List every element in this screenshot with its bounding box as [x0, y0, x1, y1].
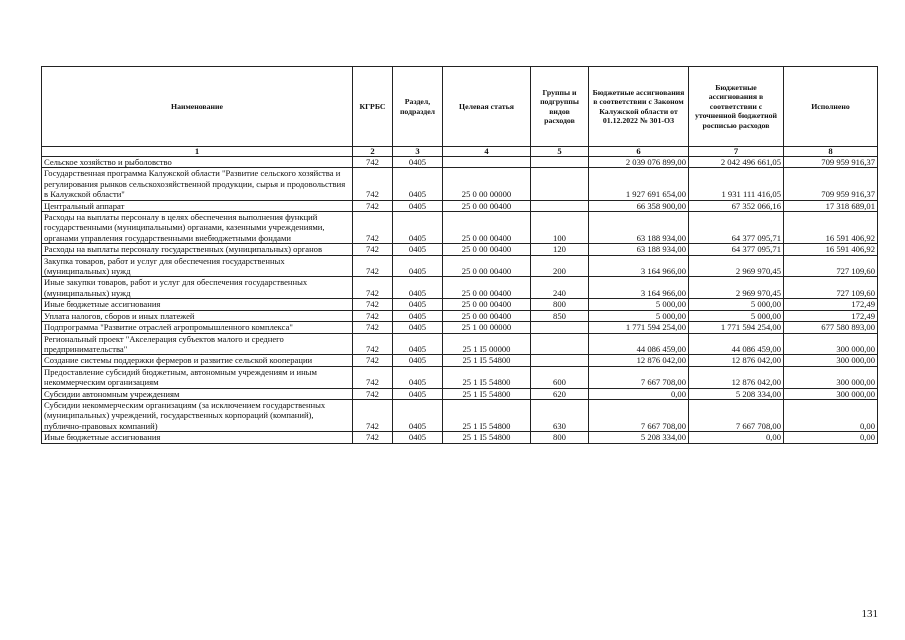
row-law: 1 927 691 654,00 [589, 168, 689, 200]
header-kgrbs: КГРБС [353, 67, 393, 147]
row-law: 63 188 934,00 [589, 212, 689, 244]
row-refined: 5 000,00 [689, 299, 784, 310]
row-law: 1 771 594 254,00 [589, 322, 689, 333]
row-executed: 709 959 916,37 [784, 157, 878, 168]
row-law: 5 000,00 [589, 310, 689, 321]
table-body [42, 157, 878, 444]
column-number: 1 [42, 147, 353, 157]
row-group [531, 168, 589, 200]
row-group: 120 [531, 244, 589, 255]
row-group: 200 [531, 255, 589, 277]
row-name: Подпрограмма "Развитие отраслей агропромышленного комплекса" [42, 322, 353, 333]
table-row [42, 432, 878, 443]
row-refined: 12 876 042,00 [689, 355, 784, 366]
row-refined: 0,00 [689, 432, 784, 443]
row-refined: 1 771 594 254,00 [689, 322, 784, 333]
column-number: 4 [443, 147, 531, 157]
row-target: 25 0 00 00400 [443, 277, 531, 299]
row-group [531, 322, 589, 333]
row-law: 3 164 966,00 [589, 255, 689, 277]
row-target: 25 0 00 00400 [443, 212, 531, 244]
row-group: 240 [531, 277, 589, 299]
row-group [531, 333, 589, 355]
column-number: 5 [531, 147, 589, 157]
header-refined: Бюджетные ассигнования в соответствии с уточненной бюджетной росписью расходов [689, 67, 784, 147]
row-target: 25 0 00 00400 [443, 310, 531, 321]
row-group: 620 [531, 388, 589, 399]
row-section: 0405 [393, 333, 443, 355]
row-executed: 727 109,60 [784, 277, 878, 299]
row-group: 600 [531, 366, 589, 388]
table-row [42, 168, 878, 200]
row-kgrbs: 742 [353, 157, 393, 168]
row-executed: 172,49 [784, 310, 878, 321]
row-group [531, 355, 589, 366]
row-section: 0405 [393, 255, 443, 277]
column-number: 3 [393, 147, 443, 157]
row-name: Центральный аппарат [42, 200, 353, 211]
row-name: Закупка товаров, работ и услуг для обеспечения государственных (муниципальных) нужд [42, 255, 353, 277]
row-target: 25 0 00 00400 [443, 255, 531, 277]
row-group: 800 [531, 299, 589, 310]
row-refined: 64 377 095,71 [689, 212, 784, 244]
row-kgrbs: 742 [353, 333, 393, 355]
header-group: Группы и подгруппы видов расходов [531, 67, 589, 147]
page-number: 131 [861, 608, 878, 620]
row-section: 0405 [393, 244, 443, 255]
row-kgrbs: 742 [353, 244, 393, 255]
header-section: Раздел, подраздел [393, 67, 443, 147]
table-row [42, 157, 878, 168]
header-law: Бюджетные ассигнования в соответствии с Законом Калужской области от 01.12.2022 № 301-ОЗ [589, 67, 689, 147]
table-row [42, 366, 878, 388]
table-row [42, 299, 878, 310]
row-name: Региональный проект "Акселерация субъектов малого и среднего предпринимательства" [42, 333, 353, 355]
row-refined: 5 000,00 [689, 310, 784, 321]
row-target: 25 0 00 00400 [443, 299, 531, 310]
row-section: 0405 [393, 212, 443, 244]
row-refined: 1 931 111 416,05 [689, 168, 784, 200]
table-row [42, 333, 878, 355]
table-row [42, 399, 878, 431]
row-law: 5 000,00 [589, 299, 689, 310]
column-number: 7 [689, 147, 784, 157]
row-target: 25 1 I5 00000 [443, 333, 531, 355]
row-target: 25 0 00 00000 [443, 168, 531, 200]
row-name: Уплата налогов, сборов и иных платежей [42, 310, 353, 321]
table-row [42, 255, 878, 277]
row-target: 25 1 I5 54800 [443, 388, 531, 399]
row-group [531, 200, 589, 211]
row-kgrbs: 742 [353, 388, 393, 399]
row-law: 5 208 334,00 [589, 432, 689, 443]
row-executed: 300 000,00 [784, 355, 878, 366]
row-executed: 16 591 406,92 [784, 212, 878, 244]
row-refined: 67 352 066,16 [689, 200, 784, 211]
row-kgrbs: 742 [353, 200, 393, 211]
row-section: 0405 [393, 310, 443, 321]
row-target [443, 157, 531, 168]
row-refined: 2 969 970,45 [689, 255, 784, 277]
column-number: 6 [589, 147, 689, 157]
row-executed: 17 318 689,01 [784, 200, 878, 211]
row-target: 25 1 I5 54800 [443, 399, 531, 431]
row-name: Иные бюджетные ассигнования [42, 299, 353, 310]
row-executed: 727 109,60 [784, 255, 878, 277]
row-law: 44 086 459,00 [589, 333, 689, 355]
row-refined: 7 667 708,00 [689, 399, 784, 431]
row-kgrbs: 742 [353, 399, 393, 431]
row-law: 7 667 708,00 [589, 399, 689, 431]
row-target: 25 1 00 00000 [443, 322, 531, 333]
row-law: 0,00 [589, 388, 689, 399]
header-row [42, 67, 878, 147]
row-kgrbs: 742 [353, 432, 393, 443]
table-row [42, 200, 878, 211]
row-executed: 709 959 916,37 [784, 168, 878, 200]
row-executed: 300 000,00 [784, 366, 878, 388]
row-law: 7 667 708,00 [589, 366, 689, 388]
row-group [531, 157, 589, 168]
row-kgrbs: 742 [353, 299, 393, 310]
row-name: Субсидии автономным учреждениям [42, 388, 353, 399]
row-refined: 12 876 042,00 [689, 366, 784, 388]
row-name: Иные бюджетные ассигнования [42, 432, 353, 443]
row-refined: 44 086 459,00 [689, 333, 784, 355]
row-executed: 300 000,00 [784, 388, 878, 399]
row-executed: 677 580 893,00 [784, 322, 878, 333]
row-kgrbs: 742 [353, 366, 393, 388]
row-section: 0405 [393, 355, 443, 366]
row-executed: 0,00 [784, 399, 878, 431]
row-target: 25 1 I5 54800 [443, 355, 531, 366]
table-row [42, 355, 878, 366]
table-row [42, 244, 878, 255]
header-target: Целевая статья [443, 67, 531, 147]
row-kgrbs: 742 [353, 212, 393, 244]
table-row [42, 277, 878, 299]
column-number: 2 [353, 147, 393, 157]
row-section: 0405 [393, 277, 443, 299]
table-row [42, 310, 878, 321]
row-refined: 2 969 970,45 [689, 277, 784, 299]
row-kgrbs: 742 [353, 277, 393, 299]
budget-table [41, 66, 878, 444]
row-section: 0405 [393, 200, 443, 211]
row-executed: 172,49 [784, 299, 878, 310]
row-section: 0405 [393, 322, 443, 333]
row-section: 0405 [393, 366, 443, 388]
header-name: Наименование [42, 67, 353, 147]
row-executed: 16 591 406,92 [784, 244, 878, 255]
row-group: 850 [531, 310, 589, 321]
row-name: Расходы на выплаты персоналу в целях обеспечения выполнения функций государственными (муниципальными) органами, казенными учреждениями, органами управления государственными внебюджетными фондами [42, 212, 353, 244]
row-group: 100 [531, 212, 589, 244]
row-kgrbs: 742 [353, 310, 393, 321]
row-refined: 5 208 334,00 [689, 388, 784, 399]
row-target: 25 1 I5 54800 [443, 366, 531, 388]
row-law: 63 188 934,00 [589, 244, 689, 255]
row-name: Иные закупки товаров, работ и услуг для обеспечения государственных (муниципальных) нужд [42, 277, 353, 299]
row-group: 800 [531, 432, 589, 443]
row-section: 0405 [393, 432, 443, 443]
row-law: 12 876 042,00 [589, 355, 689, 366]
row-executed: 0,00 [784, 432, 878, 443]
row-name: Субсидии некоммерческим организациям (за исключением государственных (муниципальных) учреждений, государственных корпораций (компаний), публично-правовых компаний) [42, 399, 353, 431]
row-law: 2 039 076 899,00 [589, 157, 689, 168]
row-kgrbs: 742 [353, 255, 393, 277]
row-name: Предоставление субсидий бюджетным, автономным учреждениям и иным некоммерческим организациям [42, 366, 353, 388]
row-section: 0405 [393, 168, 443, 200]
row-section: 0405 [393, 299, 443, 310]
row-group: 630 [531, 399, 589, 431]
row-refined: 2 042 496 661,05 [689, 157, 784, 168]
row-kgrbs: 742 [353, 355, 393, 366]
row-target: 25 1 I5 54800 [443, 432, 531, 443]
row-name: Сельское хозяйство и рыболовство [42, 157, 353, 168]
header-executed: Исполнено [784, 67, 878, 147]
table-row [42, 212, 878, 244]
row-section: 0405 [393, 157, 443, 168]
table-row [42, 388, 878, 399]
row-target: 25 0 00 00400 [443, 244, 531, 255]
row-section: 0405 [393, 388, 443, 399]
row-name: Расходы на выплаты персоналу государственных (муниципальных) органов [42, 244, 353, 255]
table-row [42, 322, 878, 333]
row-name: Создание системы поддержки фермеров и развитие сельской кооперации [42, 355, 353, 366]
row-law: 3 164 966,00 [589, 277, 689, 299]
column-number: 8 [784, 147, 878, 157]
column-number-row [42, 147, 878, 157]
row-kgrbs: 742 [353, 168, 393, 200]
row-kgrbs: 742 [353, 322, 393, 333]
row-target: 25 0 00 00400 [443, 200, 531, 211]
row-section: 0405 [393, 399, 443, 431]
row-executed: 300 000,00 [784, 333, 878, 355]
row-law: 66 358 900,00 [589, 200, 689, 211]
row-refined: 64 377 095,71 [689, 244, 784, 255]
row-name: Государственная программа Калужской области "Развитие сельского хозяйства и регулирования рынков сельскохозяйственной продукции, сырья и продовольствия в Калужской области" [42, 168, 353, 200]
